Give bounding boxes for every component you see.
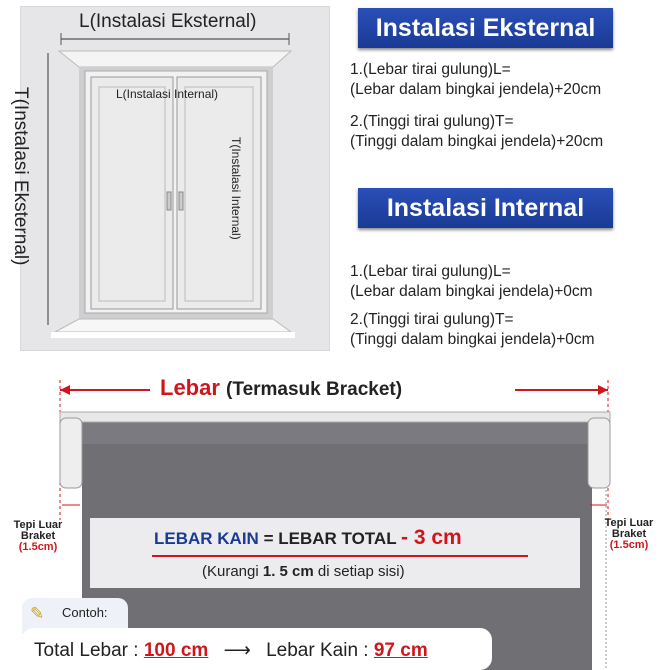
example-label: Contoh:	[62, 605, 108, 620]
t-external-label: T(Instalasi Eksternal)	[10, 87, 31, 266]
external-rule2a: 2.(Tinggi tirai gulung)T=	[350, 113, 514, 130]
external-rule2b: (Tinggi dalam bingkai jendela)+20cm	[350, 133, 604, 150]
internal-rule1b: (Lebar dalam bingkai jendela)+0cm	[350, 283, 593, 300]
internal-rule2a: 2.(Tinggi tirai gulung)T=	[350, 311, 514, 328]
formula-note	[202, 563, 405, 580]
example-box	[22, 628, 492, 670]
note-a: (Kurangi	[202, 563, 263, 580]
total-value: 100 cm	[143, 640, 209, 661]
fabric-label: Lebar Kain :	[266, 640, 374, 661]
width-heading-red: Lebar	[160, 375, 220, 400]
edge-value: (1.5cm)	[609, 539, 649, 551]
total-label: Total Lebar :	[34, 640, 144, 661]
tools-icon: ✎	[30, 604, 45, 623]
formula-red: - 3 cm	[401, 526, 462, 549]
width-heading	[160, 375, 402, 401]
formula-blue: LEBAR KAIN	[154, 529, 259, 548]
internal-rule2b: (Tinggi dalam bingkai jendela)+0cm	[350, 331, 595, 348]
edge-label2: Braket	[611, 528, 647, 540]
fabric-value: 97 cm	[373, 640, 428, 661]
edge-label: Tepi Luar	[13, 519, 63, 531]
right-edge-label	[594, 518, 664, 551]
external-rule1a: 1.(Lebar tirai gulung)L=	[350, 61, 511, 78]
arrow-right-icon: ⟶	[223, 640, 251, 661]
left-edge-label	[8, 520, 68, 553]
external-rule1b: (Lebar dalam bingkai jendela)+20cm	[350, 81, 602, 98]
internal-rule1a: 1.(Lebar tirai gulung)L=	[350, 263, 511, 280]
t-internal-label: T(Instalasi Internal)	[229, 137, 243, 240]
external-banner: Instalasi Eksternal	[358, 8, 613, 48]
edge-label: Tepi Luar	[604, 517, 654, 529]
width-heading-rest: (Termasuk Bracket)	[226, 379, 403, 400]
l-external-label: L(Instalasi Eksternal)	[79, 11, 257, 32]
formula	[154, 526, 462, 550]
note-b: 1. 5 cm	[262, 563, 314, 580]
formula-mid: = LEBAR TOTAL	[263, 529, 397, 548]
note-c: di setiap sisi)	[313, 563, 405, 580]
window-illustration	[21, 7, 331, 352]
edge-label2: Braket	[20, 530, 56, 542]
internal-banner: Instalasi Internal	[358, 188, 613, 228]
l-internal-label: L(Instalasi Internal)	[116, 87, 219, 101]
edge-value: (1.5cm)	[18, 541, 58, 553]
window-diagram	[10, 6, 330, 351]
